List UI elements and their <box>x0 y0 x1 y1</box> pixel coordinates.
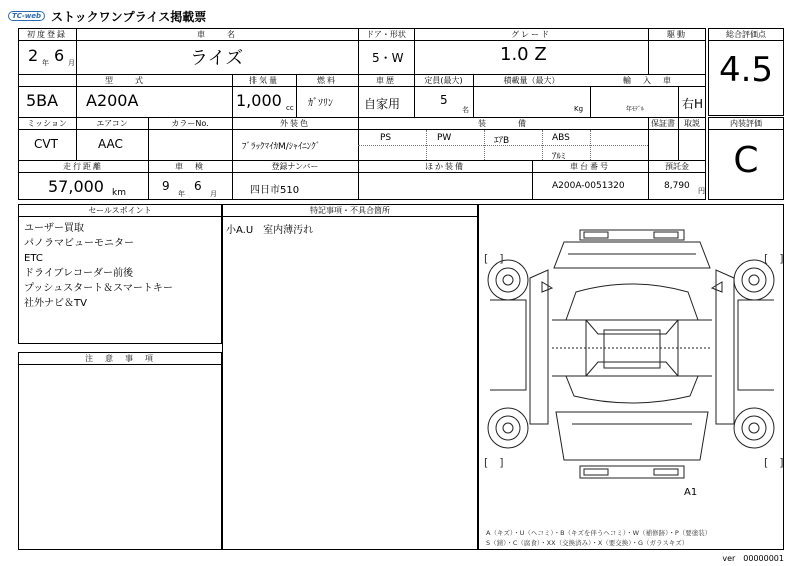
grade: 1.0 Z <box>500 44 547 65</box>
mission: CVT <box>34 137 58 151</box>
equip-airbag: ｴｱB <box>494 136 510 146</box>
interior-score: C <box>733 140 759 181</box>
chassis-number: A200A-0051320 <box>552 181 625 191</box>
label-load: 積載量（最大） <box>503 76 560 85</box>
equip-ps: PS <box>380 133 392 143</box>
notes-text: 小A.U 室内薄汚れ <box>226 225 314 236</box>
list-item: プッシュスタート＆スマートキー <box>24 283 173 294</box>
equip-abs: ABS <box>552 133 570 143</box>
label-drive: 駆動 <box>667 30 687 39</box>
list-item: ユーザー買取 <box>24 223 84 234</box>
damage-legend <box>486 528 711 548</box>
door-shape: 5・W <box>372 51 404 65</box>
brand-logo: TC-web <box>8 11 45 21</box>
car-history: 自家用 <box>364 97 401 111</box>
label-caution: 注 意 事 項 <box>85 354 155 363</box>
model-prefix: 5BA <box>26 91 59 110</box>
label-chassis: 車台番号 <box>570 162 610 171</box>
label-interior: 内装評価 <box>730 119 762 128</box>
label-mileage: 走行距離 <box>63 162 103 171</box>
header <box>8 6 206 26</box>
reg-year: 2 <box>28 46 39 65</box>
capacity: 5 <box>440 93 448 107</box>
list-item: パノラマビューモニター <box>24 238 134 249</box>
label-sales-point: セールスポイント <box>88 206 152 215</box>
version-label: ver 00000001 <box>722 554 784 563</box>
list-item: 社外ナビ＆TV <box>24 298 87 309</box>
overall-score: 4.5 <box>718 50 774 90</box>
label-first-reg: 初度登録 <box>27 30 67 39</box>
label-history: 車歴 <box>376 76 396 85</box>
list-item: ドライブレコーダー前後 <box>24 268 133 279</box>
sales-point-list <box>24 221 173 311</box>
bracket-front-left: [ ] <box>484 252 504 265</box>
info-grid <box>18 28 706 200</box>
label-capacity: 定員(最大) <box>424 76 463 85</box>
car-diagram <box>486 220 778 508</box>
label-fuel: 燃料 <box>317 76 337 85</box>
label-notes: 特記事項・不具合箇所 <box>310 206 390 215</box>
label-equipment: 装 備 <box>478 119 528 128</box>
displacement: 1,000 <box>236 91 282 110</box>
label-aircon: エアコン <box>96 119 128 128</box>
mileage: 57,000 <box>48 177 104 196</box>
label-grade: グレード <box>511 30 551 39</box>
damage-mark-a1: A1 <box>684 487 698 498</box>
label-import: 輸 入 車 <box>623 76 673 85</box>
label-warranty: 保証書 <box>651 119 675 128</box>
notes-box <box>222 204 478 550</box>
label-door: ドア・形状 <box>366 30 406 39</box>
bracket-rear-left: [ ] <box>484 456 504 469</box>
prepaid: 8,790 <box>664 181 690 191</box>
reg-month: 6 <box>54 46 65 65</box>
insp-year: 9 <box>162 179 170 193</box>
legend-line-1: A（キズ）・U（ヘコミ）・B（キズを伴うヘコミ）・W（補修跡）・P（要塗装） <box>486 529 712 537</box>
exterior-color: ﾌﾞﾗｯｸﾏｲｶM/ｼｬｲﾆﾝｸﾞ <box>242 142 321 152</box>
legend-line-2: S（錆）・C（腐食）・XX（交換済み）・X（要交換）・G（ガラスキズ） <box>486 539 689 547</box>
label-mission: ミッション <box>27 119 67 128</box>
equip-pw: PW <box>437 133 452 143</box>
document-title: ストックワンプライス掲載票 <box>51 9 207 24</box>
model: A200A <box>86 91 139 110</box>
reg-number: 四日市510 <box>250 185 300 196</box>
car-name: ライズ <box>190 48 244 69</box>
list-item: ETC <box>24 253 43 264</box>
label-name: 車 名 <box>197 30 237 39</box>
insp-month: 6 <box>194 179 202 193</box>
bracket-front-right: [ ] <box>764 252 784 265</box>
steering: 右H <box>682 97 704 111</box>
label-other-equip: ほか装備 <box>425 162 465 171</box>
label-displacement: 排気量 <box>249 76 279 85</box>
label-overall: 総合評価点 <box>726 30 766 39</box>
equip-alloy: ｱﾙﾐ <box>552 152 566 162</box>
label-prepaid: 預託金 <box>665 162 689 171</box>
label-exterior: 外装色 <box>280 119 310 128</box>
label-manual: 取説 <box>684 119 700 128</box>
label-inspection: 車 検 <box>175 162 205 171</box>
label-model: 型 式 <box>105 76 145 85</box>
fuel: ｶﾞｿﾘﾝ <box>308 98 333 109</box>
aircon: AAC <box>98 137 123 151</box>
label-reg-number: 登録ナンバー <box>271 162 319 171</box>
bracket-rear-right: [ ] <box>764 456 784 469</box>
label-color-no: カラーNo. <box>171 119 209 128</box>
caution-box <box>18 352 222 550</box>
